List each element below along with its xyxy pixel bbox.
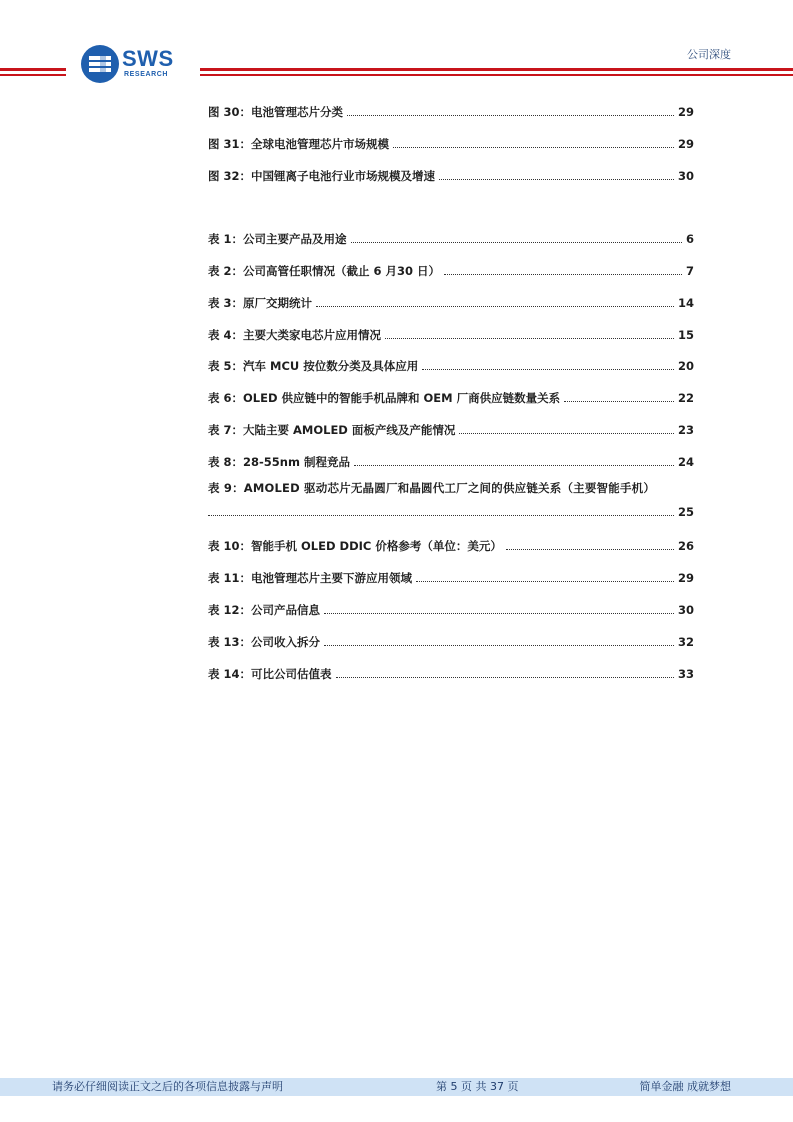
logo-subtext: RESEARCH <box>124 71 169 78</box>
leader-dots <box>439 178 674 180</box>
toc-entry-label: 表 13：公司收入拆分 <box>208 635 321 649</box>
toc-entry-table-1[interactable] <box>208 227 694 247</box>
toc-entry-table-7[interactable] <box>208 418 694 438</box>
doc-type-label: 公司深度 <box>687 48 731 61</box>
sws-logo <box>80 44 190 84</box>
leader-dots <box>385 337 674 339</box>
toc-entry-table-11[interactable] <box>208 566 694 586</box>
leader-dots <box>316 305 674 307</box>
logo-wordmark: SWS <box>122 46 174 71</box>
toc-entry-label: 表 7：大陆主要 AMOLED 面板产线及产能情况 <box>208 423 456 437</box>
toc-entry-label: 表 2：公司高管任职情况（截止 6 月30 日） <box>208 264 441 278</box>
toc-entry-figure-32[interactable] <box>208 164 694 184</box>
toc-entry-page: 22 <box>677 391 694 405</box>
leader-dots <box>351 241 682 243</box>
page-footer <box>0 1078 793 1096</box>
toc-entry-page: 24 <box>677 455 694 469</box>
leader-dots <box>354 464 674 466</box>
toc-entry-label: 表 9：AMOLED 驱动芯片无晶圆厂和晶圆代工厂之间的供应链关系（主要智能手机） <box>208 481 656 495</box>
toc-entry-table-13[interactable] <box>208 630 694 650</box>
leader-dots <box>393 146 674 148</box>
toc-entry-page: 15 <box>677 328 694 342</box>
leader-dots <box>422 368 674 370</box>
toc-entry-page: 30 <box>677 603 694 617</box>
toc-entry-page: 7 <box>685 264 694 278</box>
header-rule <box>0 68 66 71</box>
toc-entry-table-8[interactable] <box>208 450 694 470</box>
leader-dots <box>416 580 674 582</box>
toc-entry-label: 图 32：中国锂离子电池行业市场规模及增速 <box>208 169 436 183</box>
toc-entry-label: 图 31：全球电池管理芯片市场规模 <box>208 137 390 151</box>
toc-entry-page: 29 <box>677 137 694 151</box>
footer-page-info: 第 5 页 共 37 页 <box>436 1080 519 1093</box>
leader-dots <box>324 644 674 646</box>
toc-entry-label: 表 14：可比公司估值表 <box>208 667 332 681</box>
toc-entry-continuation <box>208 504 694 520</box>
leader-dots <box>444 273 682 275</box>
footer-disclaimer: 请务必仔细阅读正文之后的各项信息披露与声明 <box>52 1080 283 1093</box>
page-header <box>0 0 793 90</box>
leader-dots <box>506 548 674 550</box>
toc-entry-table-9[interactable] <box>208 480 694 520</box>
leader-dots <box>347 114 674 116</box>
header-rule <box>200 74 793 76</box>
toc-entry-label: 表 11：电池管理芯片主要下游应用领域 <box>208 571 413 585</box>
toc-entry-table-3[interactable] <box>208 291 694 311</box>
toc-entry-label: 表 4：主要大类家电芯片应用情况 <box>208 328 382 342</box>
toc-entry-label: 表 3：原厂交期统计 <box>208 296 313 310</box>
toc-entry-page: 6 <box>685 232 694 246</box>
toc-entry-label: 表 8：28-55nm 制程竞品 <box>208 455 350 469</box>
toc-entry-page: 32 <box>677 635 694 649</box>
toc-entry-figure-31[interactable] <box>208 132 694 152</box>
toc-entry-label: 表 5：汽车 MCU 按位数分类及具体应用 <box>208 359 419 373</box>
toc-entry-table-6[interactable] <box>208 386 694 406</box>
toc-entry-page: 25 <box>677 505 694 519</box>
toc-entry-table-5[interactable] <box>208 354 694 374</box>
toc-entry-page: 26 <box>677 539 694 553</box>
toc-entry-page: 29 <box>677 105 694 119</box>
toc-entry-page: 30 <box>677 169 694 183</box>
footer-slogan: 简单金融 成就梦想 <box>639 1080 731 1093</box>
toc-entry-table-10[interactable] <box>208 534 694 554</box>
toc-entry-page: 20 <box>677 359 694 373</box>
leader-dots <box>564 400 674 402</box>
leader-dots <box>208 514 674 516</box>
toc-entry-table-2[interactable] <box>208 259 694 279</box>
toc-entry-table-4[interactable] <box>208 323 694 343</box>
header-rule <box>200 68 793 71</box>
toc-entry-label: 表 12：公司产品信息 <box>208 603 321 617</box>
toc-entry-page: 14 <box>677 296 694 310</box>
toc-entry-table-12[interactable] <box>208 598 694 618</box>
toc-entry-label: 图 30：电池管理芯片分类 <box>208 105 344 119</box>
header-rule <box>0 74 66 76</box>
toc-entry-page: 29 <box>677 571 694 585</box>
toc-entry-label: 表 10：智能手机 OLED DDIC 价格参考（单位：美元） <box>208 539 502 553</box>
toc-entry-page: 23 <box>677 423 694 437</box>
toc-entry-label: 表 6：OLED 供应链中的智能手机品牌和 OEM 厂商供应链数量关系 <box>208 391 561 405</box>
leader-dots <box>459 432 674 434</box>
toc-entry-label: 表 1：公司主要产品及用途 <box>208 232 347 246</box>
toc-entry-page: 33 <box>677 667 694 681</box>
sws-logo-icon <box>80 44 120 84</box>
leader-dots <box>336 676 674 678</box>
leader-dots <box>324 612 674 614</box>
toc-entry-figure-30[interactable] <box>208 100 694 120</box>
toc-entry-table-14[interactable] <box>208 662 694 682</box>
